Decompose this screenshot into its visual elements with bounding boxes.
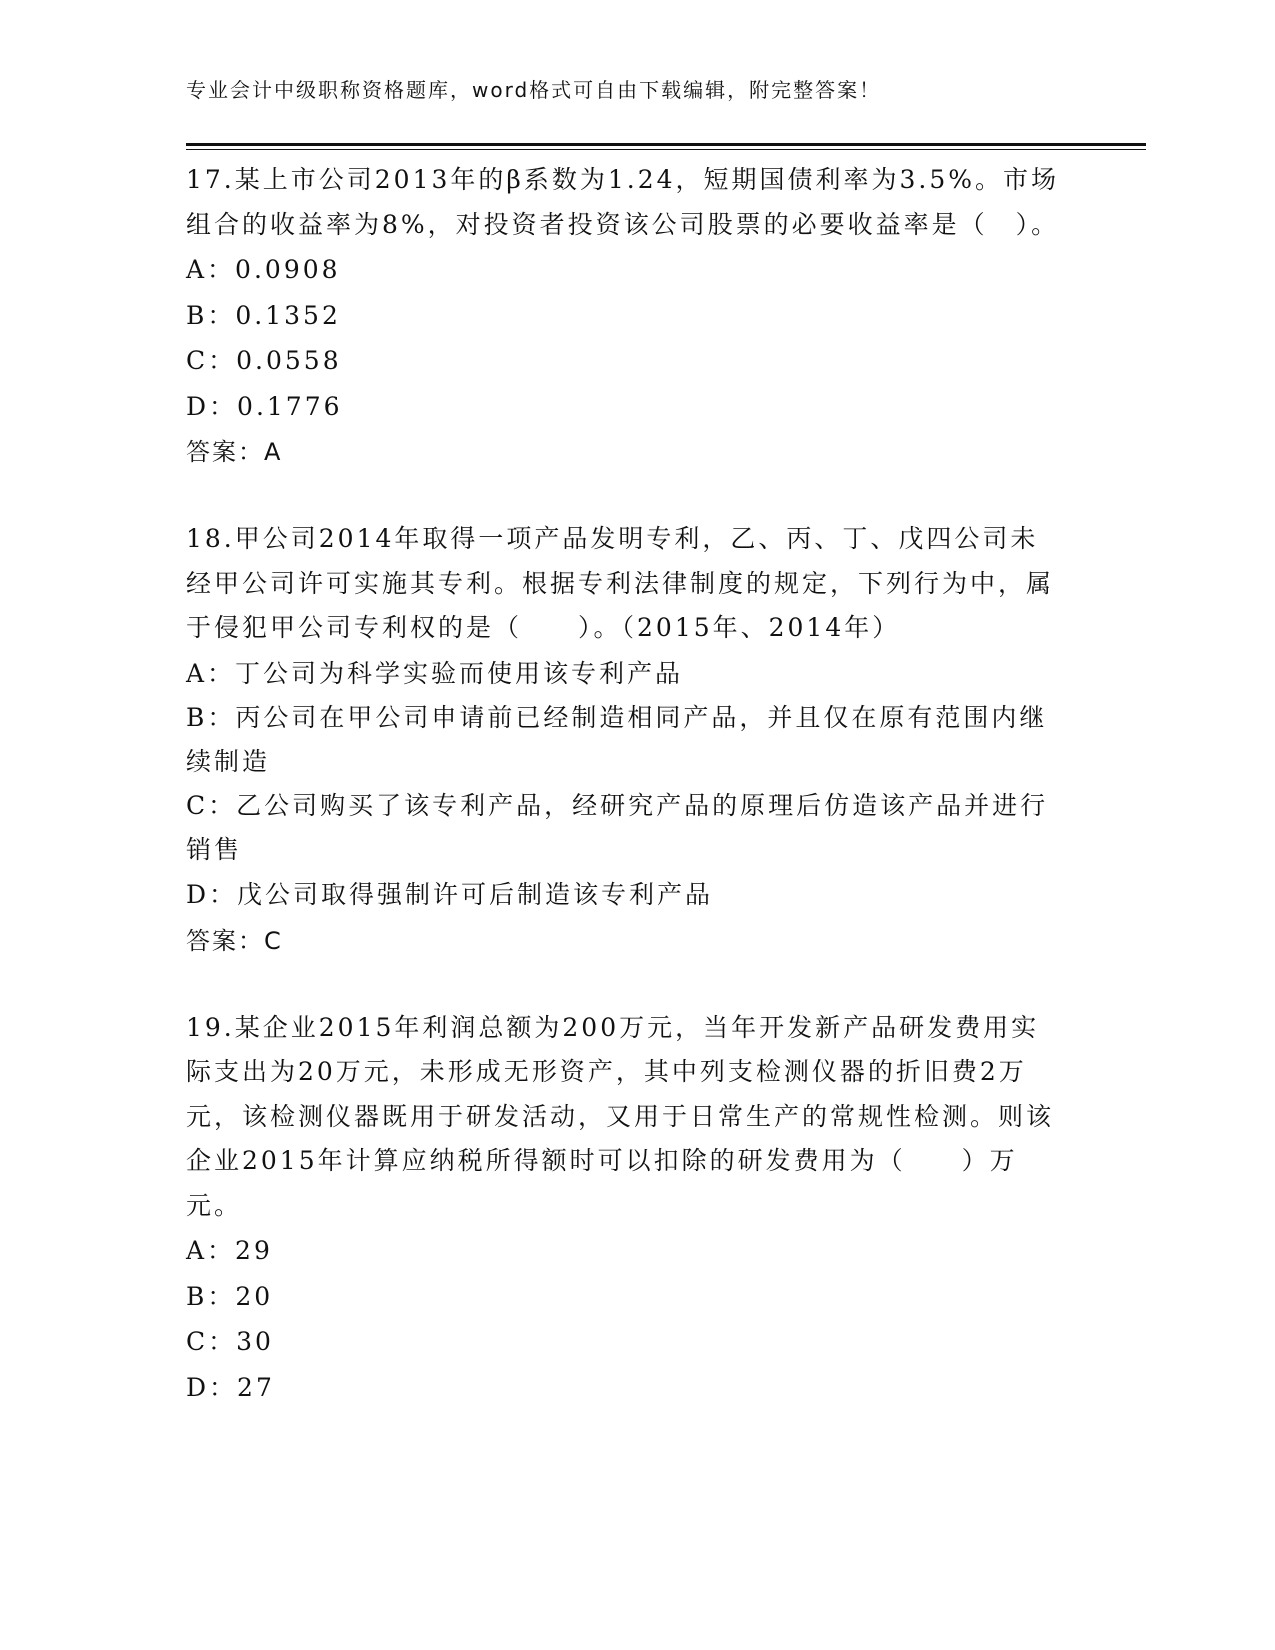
header-rule-thin xyxy=(186,149,1146,150)
question-stem: 19.某企业2015年利润总额为200万元，当年开发新产品研发费用实际支出为20万元，未形成无形资产，其中列支检测仪器的折旧费2万元，该检测仪器既用于研发活动，又用于日常生产的常规性检测。则该企业2015年计算应纳税所得额时可以扣除的研发费用为（ ）万元。 xyxy=(186,1012,1055,1220)
option-a: A：丁公司为科学实验而使用该专利产品 xyxy=(186,658,684,688)
question-17 xyxy=(186,158,1066,475)
option-a: A：0.0908 xyxy=(186,255,341,284)
option-d: D：0.1776 xyxy=(186,391,343,421)
page-header: 专业会计中级职称资格题库，word格式可自由下载编辑，附完整答案！ xyxy=(186,78,882,102)
option-c: C：0.0558 xyxy=(186,346,342,375)
question-gap xyxy=(186,964,1066,1006)
option-b: B：20 xyxy=(186,1281,274,1311)
option-c: C：30 xyxy=(186,1327,274,1356)
question-stem: 17.某上市公司2013年的β系数为1.24，短期国债利率为3.5%。市场组合的收益率为8%，对投资者投资该公司股票的必要收益率是（ ）。 xyxy=(186,165,1060,239)
question-18 xyxy=(186,517,1066,964)
answer-label: 答案：C xyxy=(186,926,283,955)
option-d: D：27 xyxy=(186,1372,275,1402)
question-gap xyxy=(186,475,1066,517)
answer-label: 答案：A xyxy=(186,438,283,466)
question-list xyxy=(186,158,1066,1410)
option-b: B：0.1352 xyxy=(186,300,341,330)
header-rule-thick xyxy=(186,143,1146,146)
option-c: C：乙公司购买了该专利产品，经研究产品的原理后仿造该产品并进行销售 xyxy=(186,791,1049,864)
option-b: B：丙公司在甲公司申请前已经制造相同产品，并且仅在原有范围内继续制造 xyxy=(186,703,1048,776)
option-a: A：29 xyxy=(186,1236,273,1265)
question-19 xyxy=(186,1006,1066,1411)
option-d: D：戊公司取得强制许可后制造该专利产品 xyxy=(186,880,714,909)
question-stem: 18.甲公司2014年取得一项产品发明专利，乙、丙、丁、戊四公司未经甲公司许可实施其专利。根据专利法律制度的规定，下列行为中，属于侵犯甲公司专利权的是（ ）。（2015年、2014年） xyxy=(186,524,1055,642)
